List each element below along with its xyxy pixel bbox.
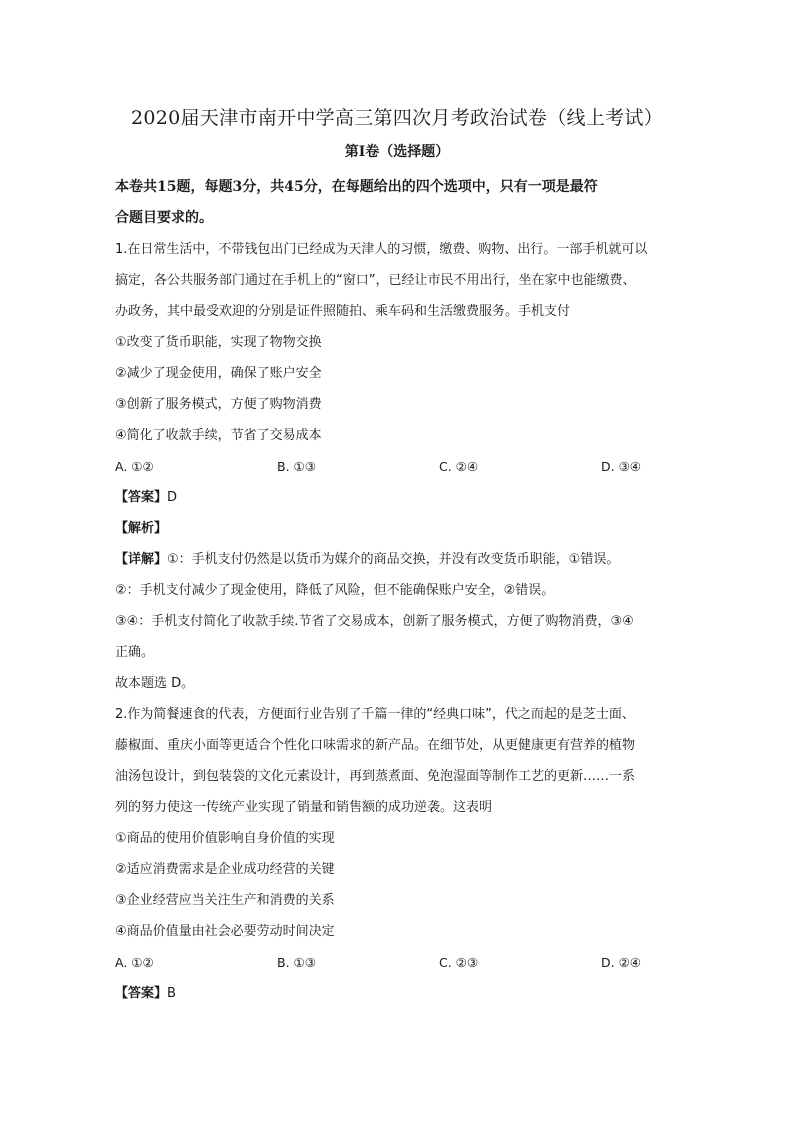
question-2 <box>115 699 681 1009</box>
analysis-tag: 【解析】 <box>115 521 168 536</box>
explanation-line <box>115 544 681 575</box>
option-d: D. ②④ <box>601 955 641 970</box>
statement-item: ②减少了现金使用，确保了账户安全 <box>115 366 322 381</box>
detail-tag: 【详解】 <box>115 552 168 567</box>
question-stem-line: 列的努力使这一传统产业实现了销量和销售额的成功逆袭。这表明 <box>115 800 493 815</box>
option-a: A. ①② <box>115 459 154 474</box>
statement-item: ③企业经营应当关注生产和消费的关系 <box>115 893 335 908</box>
answer-options <box>115 451 681 482</box>
question-stem-line: 1.在日常生活中，不带钱包出门已经成为天津人的习惯，缴费、购物、出行。一部手机就可以 <box>115 242 648 257</box>
explanation-line: 故本题选 D。 <box>115 676 195 691</box>
statement-item: ④简化了收款手续，节省了交易成本 <box>115 428 322 443</box>
exam-title: 2020届天津市南开中学高三第四次月考政治试卷（线上考试） <box>130 107 664 129</box>
option-c: C. ②③ <box>439 955 479 970</box>
answer-value: D <box>167 490 178 505</box>
statement-item: ③创新了服务模式，方便了购物消费 <box>115 397 322 412</box>
answer-line <box>115 482 681 513</box>
option-d: D. ③④ <box>601 459 641 474</box>
statement-item: ②适应消费需求是企业成功经营的关键 <box>115 862 335 877</box>
statement-item: ①改变了货币职能，实现了物物交换 <box>115 335 322 350</box>
question-1 <box>115 234 681 699</box>
option-b: B. ①③ <box>277 459 316 474</box>
exam-content <box>115 172 681 1009</box>
statement-item: ①商品的使用价值影响自身价值的实现 <box>115 831 335 846</box>
part-title: 第Ⅰ卷（选择题） <box>344 144 450 160</box>
option-b: B. ①③ <box>277 955 316 970</box>
answer-value: B <box>167 986 176 1001</box>
option-a: A. ①② <box>115 955 154 970</box>
analysis-line <box>115 513 681 544</box>
explanation-line: ②：手机支付减少了现金使用，降低了风险，但不能确保账户安全，②错误。 <box>115 583 555 598</box>
instructions-line: 合题目要求的。 <box>115 210 213 226</box>
option-c: C. ②④ <box>439 459 479 474</box>
answer-options <box>115 947 681 978</box>
question-stem-line: 藤椒面、重庆小面等更适合个性化口味需求的新产品。在细节处，从更健康更有营养的植物 <box>115 738 636 753</box>
statement-item: ④商品价值量由社会必要劳动时间决定 <box>115 924 335 939</box>
explanation-text: ①：手机支付仍然是以货币为媒介的商品交换，并没有改变货币职能，①错误。 <box>167 552 620 567</box>
instructions-line: 本卷共15题，每题3分，共45分，在每题给出的四个选项中，只有一项是最符 <box>115 179 598 195</box>
answer-tag: 【答案】 <box>115 986 168 1001</box>
explanation-line: ③④：手机支付简化了收款手续.节省了交易成本，创新了服务模式，方便了购物消费，③④ <box>115 614 634 629</box>
question-stem-line: 油汤包设计，到包装袋的文化元素设计，再到蒸煮面、免泡湿面等制作工艺的更新……一系 <box>115 769 636 784</box>
explanation-line: 正确。 <box>115 645 155 660</box>
answer-line <box>115 978 681 1009</box>
question-stem-line: 搞定，各公共服务部门通过在手机上的“窗口”，已经让市民不用出行，坐在家中也能缴费、 <box>115 273 636 288</box>
answer-tag: 【答案】 <box>115 490 168 505</box>
question-stem-line: 办政务，其中最受欢迎的分别是证件照随拍、乘车码和生活缴费服务。手机支付 <box>115 304 571 319</box>
question-stem-line: 2.作为简餐速食的代表，方便面行业告别了千篇一律的“经典口味”，代之而起的是芝士面、 <box>115 707 635 722</box>
